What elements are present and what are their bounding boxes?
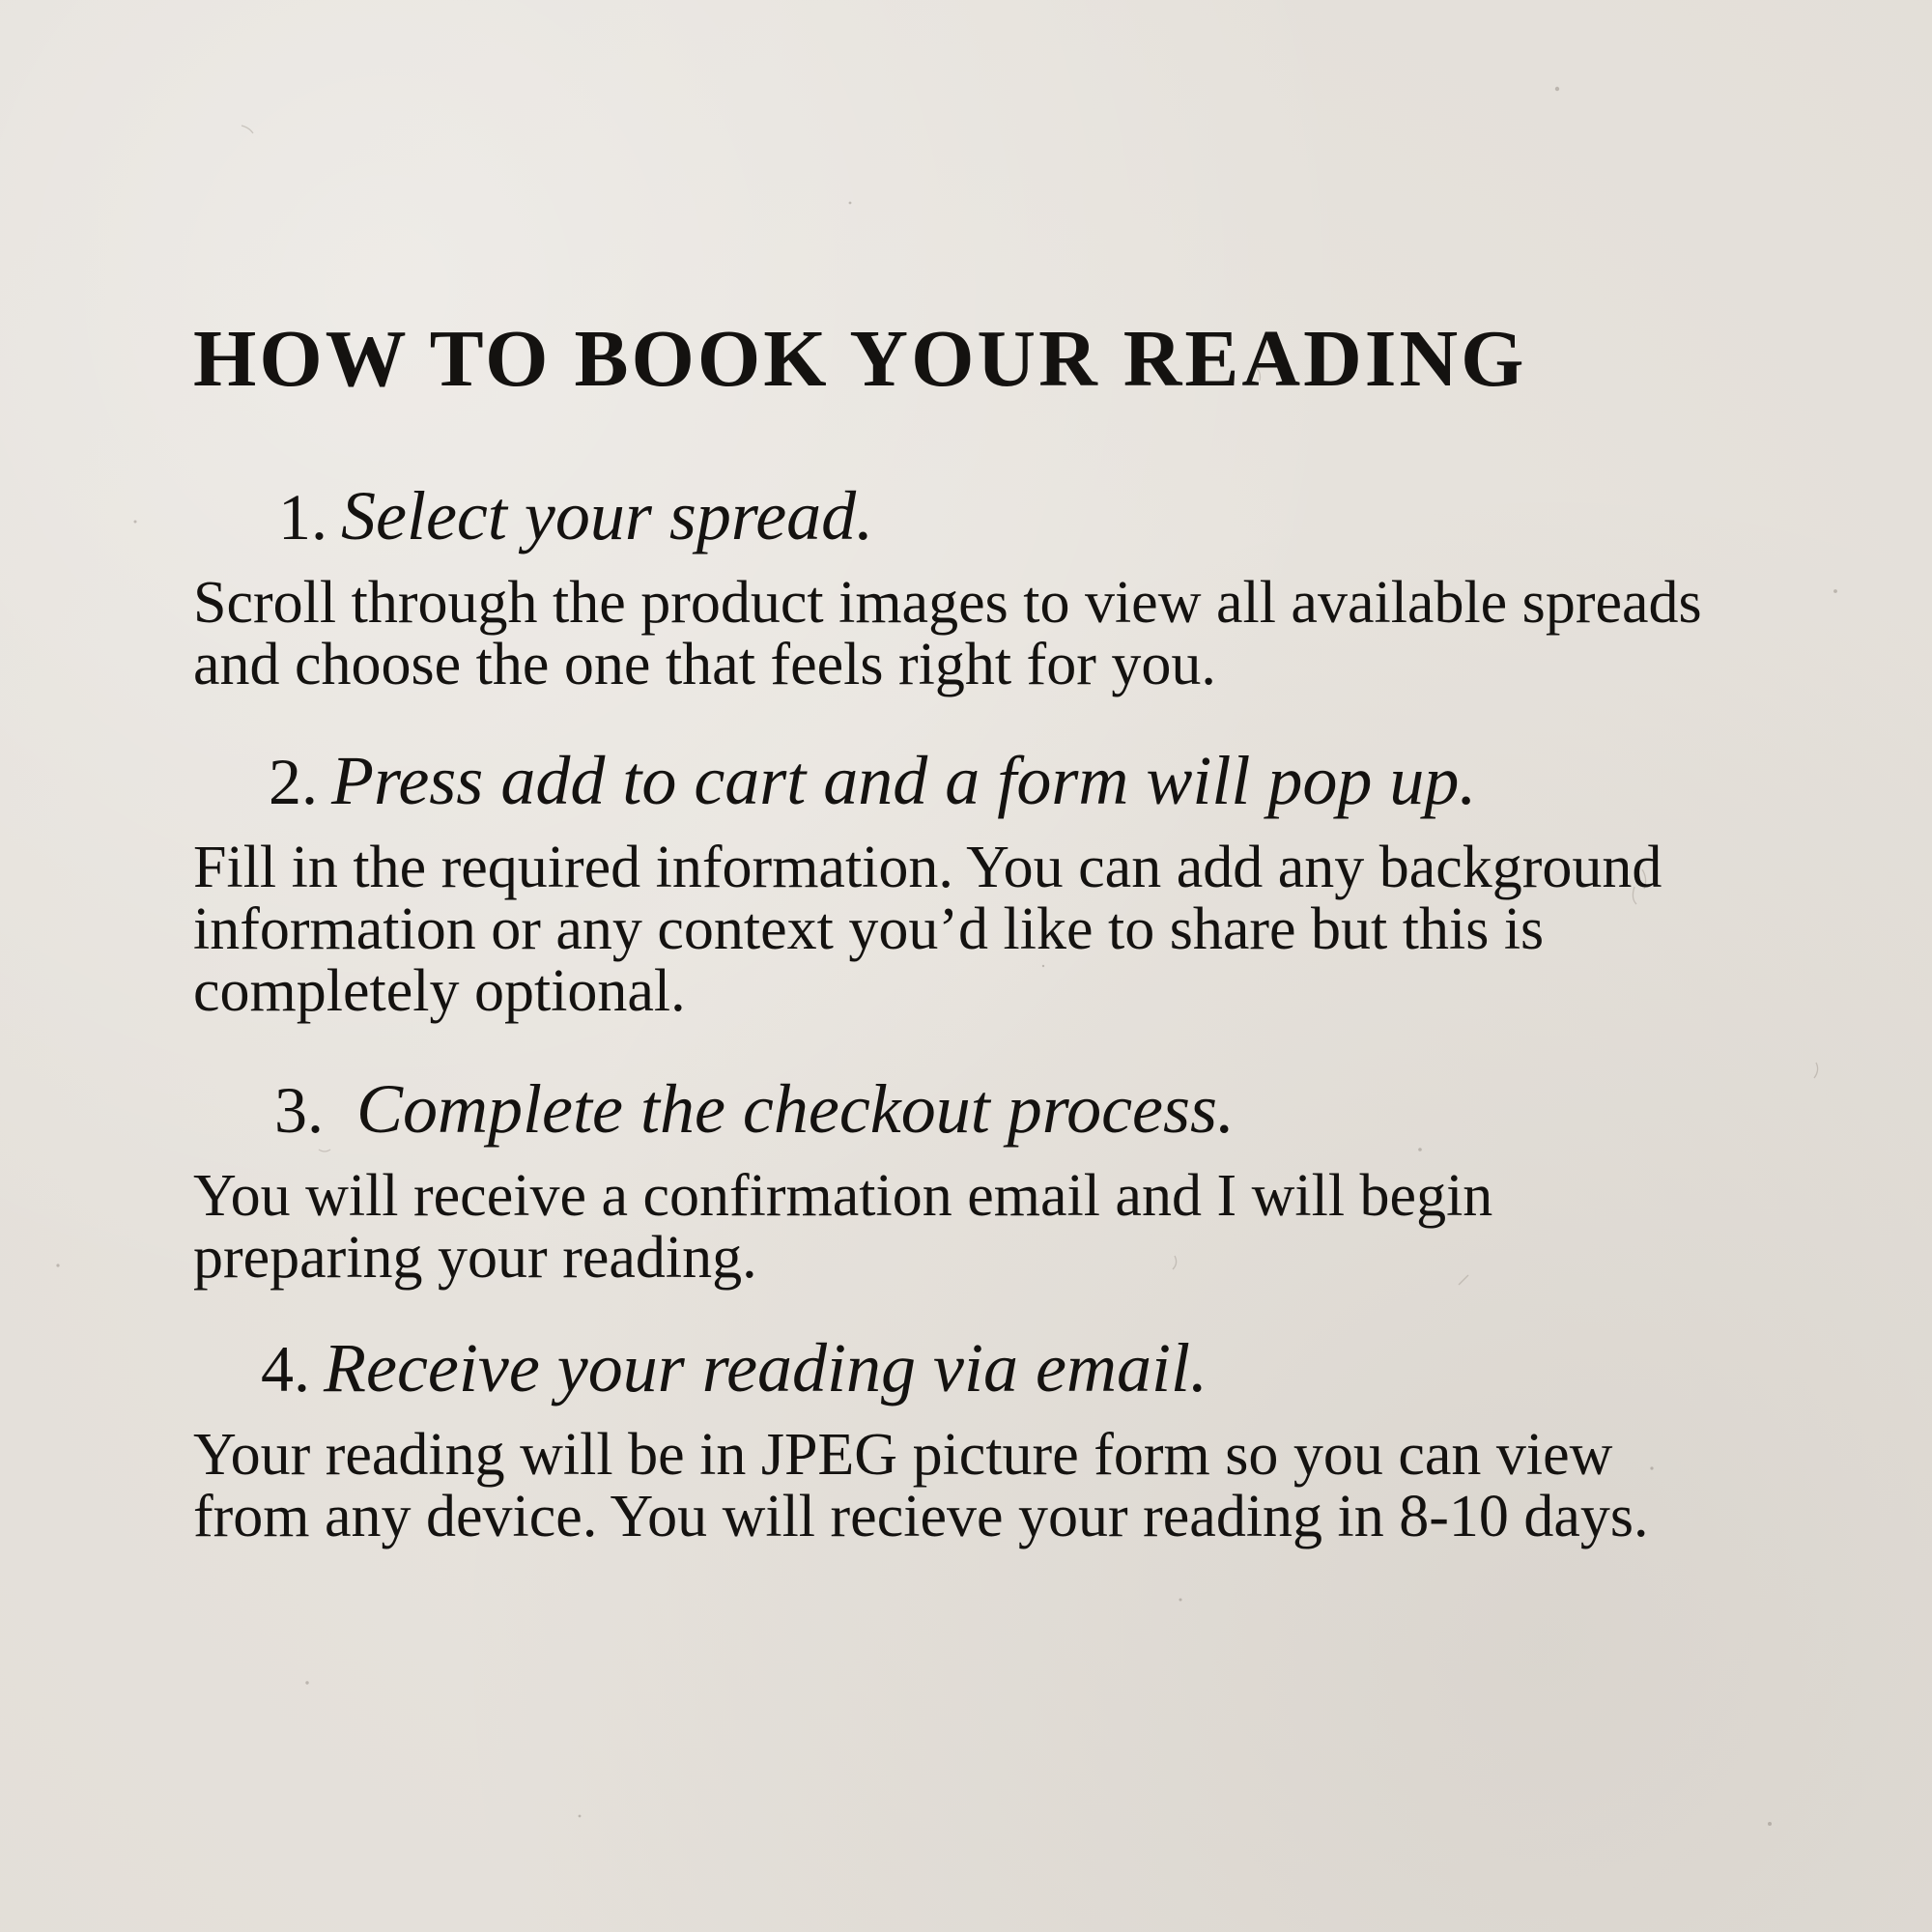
step-title: Press add to cart and a form will pop up.	[331, 742, 1477, 819]
step-heading	[193, 1070, 1758, 1148]
step-number: 4.	[261, 1332, 310, 1406]
step-title: Complete the checkout process.	[356, 1070, 1236, 1148]
step-description: You will receive a confirmation email and I will begin preparing your reading.	[193, 1163, 1493, 1291]
step-3	[193, 1070, 1758, 1291]
step-4	[193, 1329, 1758, 1549]
step-heading	[193, 742, 1758, 819]
step-heading	[193, 1329, 1758, 1406]
instructions	[193, 314, 1758, 1549]
page-title: HOW TO BOOK YOUR READING	[193, 314, 1527, 404]
step-heading	[193, 477, 1758, 554]
step-description: Scroll through the product images to view all available spreads and choose the one that feels right for you.	[193, 570, 1702, 697]
step-title: Receive your reading via email.	[324, 1329, 1208, 1406]
step-number: 2.	[269, 745, 318, 818]
step-number: 3.	[274, 1073, 324, 1147]
step-number: 1.	[278, 480, 327, 554]
step-1	[193, 477, 1758, 697]
step-title: Select your spread.	[341, 477, 874, 554]
step-2	[193, 742, 1758, 1024]
step-description: Your reading will be in JPEG picture form so you can view from any device. You will recieve your reading in 8-10 days.	[193, 1422, 1649, 1549]
step-description: Fill in the required information. You can add any background information or any context you’d like to share but this is completely optional.	[193, 835, 1662, 1024]
